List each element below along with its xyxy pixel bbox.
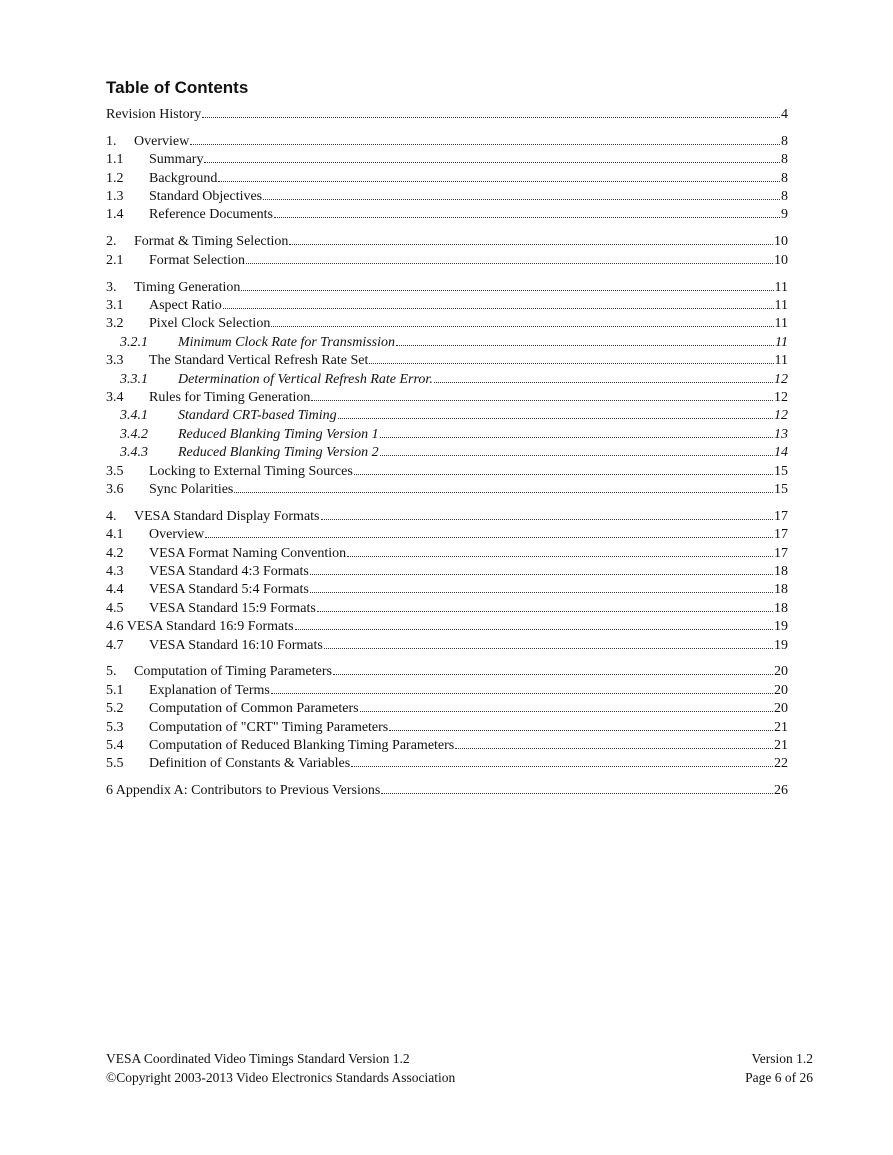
toc-entry-title: Reduced Blanking Timing Version 2 [178,445,379,461]
toc-dot-leader [333,670,773,675]
toc-entry-title: Pixel Clock Selection [149,316,271,332]
toc-entry[interactable] [106,279,788,297]
toc-entry-title: Definition of Constants & Variables [149,756,351,772]
toc-entry-title: Format & Timing Selection [134,234,289,250]
footer-line-2 [106,1069,813,1088]
toc-dot-leader [295,625,773,630]
toc-entry[interactable] [106,463,788,481]
toc-entry-page: 17 [774,527,788,543]
toc-entry[interactable] [106,563,788,581]
toc-entry-page: 18 [774,563,788,579]
toc-entry[interactable] [106,737,788,755]
toc-entry[interactable] [106,389,788,407]
toc-dot-leader [271,322,773,327]
toc-entry-page: 8 [781,189,788,205]
toc-dot-leader [351,762,773,767]
toc-entry-number: 3.4.1 [120,408,148,424]
toc-dot-leader [324,644,773,649]
toc-entry-number: 3.4 [106,389,124,405]
toc-entry-page: 11 [774,298,788,314]
toc-entry-number: 4. [106,508,117,524]
toc-entry-number: 5.4 [106,738,124,753]
toc-entry[interactable] [106,618,788,636]
toc-entry-page: 8 [781,170,788,186]
toc-entry[interactable] [106,151,788,169]
toc-entry-title: Standard Objectives [149,189,263,205]
toc-dot-leader [380,433,773,438]
toc-entry[interactable] [106,444,788,462]
toc-dot-leader [202,113,780,118]
toc-entry-title: Timing Generation [134,279,241,295]
toc-entry-title: Format Selection [149,252,246,268]
toc-entry-page: 18 [774,600,788,616]
toc-entry-title: Reduced Blanking Timing Version 1 [178,426,379,442]
toc-entry-page: 15 [774,463,788,479]
toc-entry[interactable] [106,334,788,352]
toc-entry-page: 22 [774,756,788,772]
toc-entry-page: 15 [774,481,788,497]
toc-entry-title: Overview [134,133,190,149]
toc-entry-number: 3.1 [106,298,124,314]
toc-entry-page: 9 [781,207,788,223]
toc-entry-title: Summary [149,152,204,168]
toc-entry-number: 5.2 [106,701,124,717]
toc-entry-title: Computation of Common Parameters [149,701,359,717]
toc-entry-number: 3. [106,279,117,295]
toc-entry-number: 1.2 [106,170,124,186]
toc-entry-number: 3.6 [106,481,124,497]
toc-entry-page: 21 [774,738,788,753]
toc-dot-leader [246,259,773,264]
toc-entry-title: Overview [149,527,205,543]
footer-page-number: Page 6 of 26 [745,1069,813,1085]
toc-entry[interactable] [106,663,788,681]
toc-entry-page: 12 [774,371,788,387]
toc-entry-title: Aspect Ratio [149,298,222,314]
toc-entry-page: 26 [774,783,788,799]
toc-entry-number: 5.3 [106,719,124,735]
toc-entry-page: 8 [781,152,788,168]
footer-version: Version 1.2 [751,1051,813,1066]
toc-entry-title: Locking to External Timing Sources [149,463,353,479]
toc-entry-page: 4 [781,107,788,122]
toc-entry-title: Explanation of Terms [149,682,270,698]
toc-entry-number: 3.3 [106,353,124,369]
toc-entry[interactable] [106,600,788,618]
toc-entry[interactable] [106,755,788,773]
toc-entry[interactable] [106,545,788,563]
toc-entry-page: 11 [774,316,788,332]
toc-entry-title: The Standard Vertical Refresh Rate Set [149,353,369,369]
toc-dot-leader [241,286,773,291]
toc-dot-leader [338,414,773,419]
toc-entry-number: 3.4.2 [120,426,148,442]
toc-entry-page: 12 [774,389,788,405]
toc-entry-page: 21 [774,719,788,735]
toc-entry-title: VESA Standard Display Formats [134,508,320,524]
toc-entry[interactable] [106,371,788,389]
toc-entry-number: 4.2 [106,545,124,561]
toc-entry-page: 8 [781,133,788,149]
toc-dot-leader [271,689,773,694]
toc-entry[interactable] [106,133,788,151]
toc-entry-number: 5.1 [106,682,124,698]
toc-dot-leader [354,470,773,475]
toc-entry-number: 1.4 [106,207,124,223]
toc-entry-page: 11 [774,279,788,295]
toc-entry-title: Determination of Vertical Refresh Rate Error. [178,371,433,387]
toc-entry-number: 4.5 [106,600,124,616]
toc-entry-page: 12 [774,408,788,424]
table-of-contents [106,106,788,801]
toc-entry-page: 20 [774,664,788,680]
toc-entry-title: Revision History [106,107,202,122]
toc-entry-title: Minimum Clock Rate for Transmission [178,334,396,350]
toc-dot-leader [223,304,774,309]
toc-entry-title: Background [149,170,218,186]
toc-entry[interactable] [106,426,788,444]
toc-entry-title: VESA Format Naming Convention [149,545,347,561]
toc-entry-title: VESA Standard 4:3 Formats [149,563,309,579]
toc-entry-page: 20 [774,682,788,698]
toc-entry[interactable] [106,782,788,800]
toc-dot-leader [381,789,773,794]
toc-entry-title: Reference Documents [149,207,273,223]
toc-entry-number: 1. [106,133,117,149]
toc-dot-leader [455,744,773,749]
toc-dot-leader [311,396,773,401]
toc-entry-page: 11 [775,334,788,350]
toc-dot-leader [380,451,773,456]
toc-entry[interactable] [106,581,788,599]
toc-entry-number: 2. [106,234,117,250]
toc-dot-leader [263,195,780,200]
toc-dot-leader [321,515,774,520]
toc-entry-page: 18 [774,582,788,598]
toc-entry-title: VESA Standard 16:10 Formats [149,637,323,653]
toc-entry-title: VESA Standard 5:4 Formats [149,582,309,598]
toc-dot-leader [310,588,773,593]
toc-entry-page: 19 [774,637,788,653]
toc-entry-title: Computation of "CRT" Timing Parameters [149,719,389,735]
toc-entry[interactable] [106,637,788,655]
toc-entry[interactable] [106,233,788,251]
toc-dot-leader [205,533,773,538]
toc-entry[interactable] [106,719,788,737]
toc-dot-leader [274,213,780,218]
footer-document-title: VESA Coordinated Video Timings Standard Version 1.2 [106,1051,410,1066]
toc-dot-leader [204,158,780,163]
toc-entry[interactable] [106,252,788,270]
toc-entry-title: VESA Standard 15:9 Formats [149,600,316,616]
toc-entry-page: 10 [774,234,788,250]
page-footer [106,1050,813,1087]
toc-entry-page: 17 [774,545,788,561]
toc-entry-number: 3.2.1 [120,334,148,350]
toc-entry-title: 6 Appendix A: Contributors to Previous Versions [106,783,381,799]
toc-entry-number: 3.3.1 [120,371,148,387]
toc-entry-title: Standard CRT-based Timing [178,408,337,424]
toc-entry[interactable] [106,682,788,700]
footer-copyright: ©Copyright 2003-2013 Video Electronics Standards Association [106,1069,456,1085]
toc-entry-page: 17 [774,508,788,524]
footer-line-1 [106,1050,813,1069]
toc-dot-leader [289,240,773,245]
toc-entry-page: 13 [774,426,788,442]
toc-entry-number: 2.1 [106,252,124,268]
toc-entry-number: 4.7 [106,637,124,653]
toc-dot-leader [396,341,774,346]
toc-dot-leader [434,378,773,383]
toc-entry-title: Computation of Reduced Blanking Timing Parameters [149,738,455,753]
toc-entry[interactable] [106,526,788,544]
toc-entry[interactable] [106,481,788,499]
toc-entry[interactable] [106,106,788,124]
toc-entry[interactable] [106,188,788,206]
toc-entry[interactable] [106,700,788,718]
toc-entry-title: 4.6 VESA Standard 16:9 Formats [106,619,294,635]
toc-entry-number: 4.1 [106,527,124,543]
toc-dot-leader [310,570,773,575]
toc-entry-number: 5. [106,664,117,680]
toc-entry[interactable] [106,315,788,333]
toc-entry[interactable] [106,170,788,188]
toc-entry-title: Computation of Timing Parameters [134,664,332,680]
toc-dot-leader [389,726,773,731]
toc-entry-number: 3.2 [106,316,124,332]
toc-entry[interactable] [106,206,788,224]
toc-entry-page: 14 [774,445,788,461]
toc-entry-number: 1.3 [106,189,124,205]
toc-entry-page: 10 [774,252,788,268]
toc-entry-number: 5.5 [106,756,124,772]
toc-dot-leader [347,552,773,557]
toc-entry-page: 19 [774,619,788,635]
toc-dot-leader [190,140,780,145]
toc-entry-number: 4.4 [106,582,124,598]
toc-entry-number: 3.5 [106,463,124,479]
toc-entry[interactable] [106,297,788,315]
toc-entry-number: 1.1 [106,152,124,168]
toc-entry-title: Sync Polarities [149,481,234,497]
toc-dot-leader [218,177,780,182]
toc-dot-leader [360,707,773,712]
toc-entry-number: 3.4.3 [120,445,148,461]
toc-dot-leader [234,488,773,493]
toc-heading: Table of Contents [106,78,249,97]
toc-entry-title: Rules for Timing Generation [149,389,311,405]
toc-dot-leader [317,607,773,612]
toc-entry-number: 4.3 [106,563,124,579]
toc-entry-page: 20 [774,701,788,717]
toc-entry-page: 11 [774,353,788,369]
toc-entry[interactable] [106,352,788,370]
toc-dot-leader [369,359,773,364]
toc-entry[interactable] [106,508,788,526]
toc-entry[interactable] [106,407,788,425]
